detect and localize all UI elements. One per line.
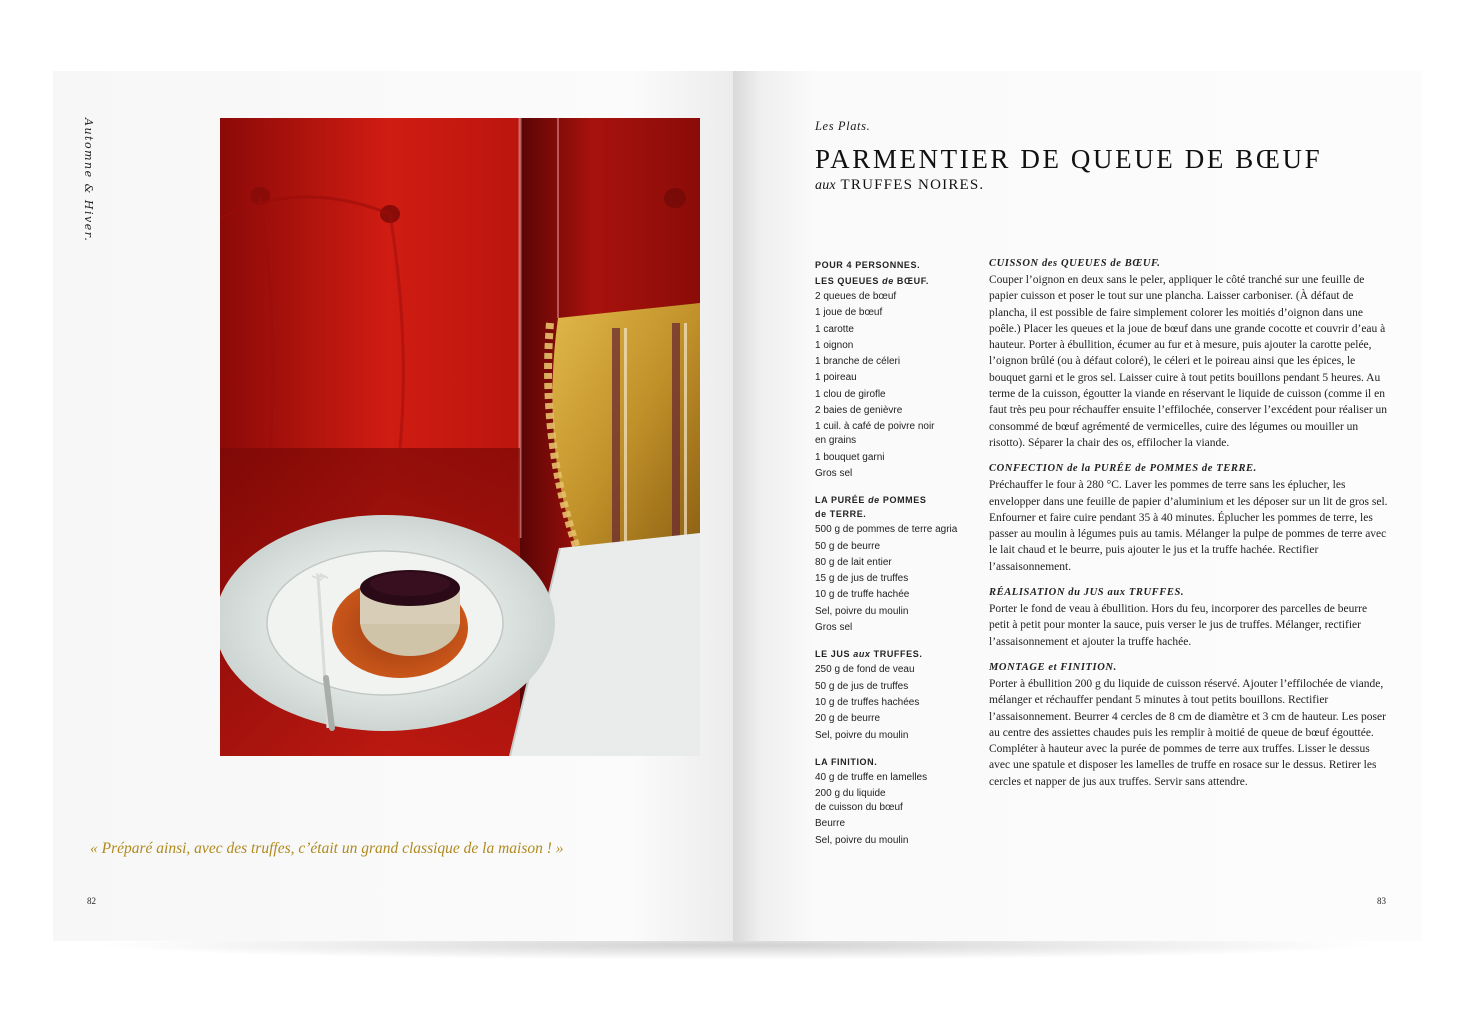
ingredient-item: 1 cuil. à café de poivre noir en grains [815,421,935,447]
heading-part: BŒUF. [893,276,929,286]
ingredient-item: 40 g de truffe en lamelles [815,771,928,783]
step-text: Porter à ébullition 200 g du liquide de cuisson réservé. Ajouter l’effilochée de viande, mélanger et réchauffer pendant 5 minutes à tout petits bouillons. Rectifier l’assaisonnement. Beurrer 4 cercles de 8 cm de diamètre et 3 cm de hauteur. Les poser au centre des assiettes chaudes puis les remplir à moitié de queue de bœuf égouttée. Compléter à hauteur avec la purée de pommes de terre aux truffes. Lisser le dessus avec une spatule et disposer les lamelles de truffe en rosace sur le dessus. Retirer les cercles et napper de jus aux truffes. Servir sans attendre. [989,677,1386,788]
ingredient-item: 50 g de beurre [815,540,881,552]
subtitle-rest: TRUFFES NOIRES. [840,177,985,193]
ingredient-item: 1 poireau [815,372,857,384]
heading-part: LE JUS [815,649,854,660]
ingredient-item: 1 bouquet garni [815,451,885,463]
ingredient-item: Sel, poivre du moulin [815,729,909,741]
step-heading: CONFECTION de la PURÉE de POMMES de TERRE. [989,463,1257,475]
heading-part: POMMES de TERRE. [815,495,927,520]
heading-part: LA FINITION. [815,756,878,767]
ingredient-group-gap [815,745,985,755]
section-kicker: Les Plats. [815,119,871,133]
ingredient-group-gap [815,637,985,647]
ingredient-item: 80 g de lait entier [815,556,892,568]
ingredient-item: 50 g de jus de truffes [815,680,909,692]
ingredient-item: Beurre [815,818,846,830]
ingredient-item: Sel, poivre du moulin [815,834,909,846]
servings: POUR 4 PERSONNES. [815,260,921,270]
ingredient-item: 1 clou de girofle [815,388,886,400]
step-heading: RÉALISATION du JUS aux TRUFFES. [989,587,1185,599]
heading-part-italic: de [868,495,880,506]
ingredient-item: 15 g de jus de truffes [815,573,909,585]
heading-part-italic: de [882,276,894,286]
ingredient-item: 1 branche de céleri [815,356,901,368]
step-heading: CUISSON des QUEUES de BŒUF. [989,258,1161,269]
subtitle-aux: aux [815,178,836,193]
recipe-subtitle [815,177,984,194]
ingredient-group-gap [815,483,985,493]
step-text: Porter le fond de veau à ébullition. Hors du feu, incorporer des parcelles de beurre petit à petit pour monter la sauce, puis verser le jus de truffes. Mélanger, rectifier l’assaisonnement et ajouter la truffe hachée. [989,603,1368,648]
ingredients-list [815,258,985,850]
ingredient-group-heading [815,755,985,769]
ingredient-item: Gros sel [815,622,853,634]
ingredient-item: 20 g de beurre [815,713,881,725]
heading-part: LES QUEUES [815,276,883,286]
recipe-title: PARMENTIER DE QUEUE DE BŒUF [815,144,1323,174]
ingredient-item: 10 g de truffe hachée [815,589,910,601]
ingredient-item: 200 g du liquide de cuisson du bœuf [815,788,903,814]
running-title: Automne & Hiver. [82,118,95,243]
ingredient-item: 1 joue de bœuf [815,307,883,319]
ingredient-item: 500 g de pommes de terre agria [815,524,958,536]
pull-quote: « Préparé ainsi, avec des truffes, c’était un grand classique de la maison ! » [90,840,564,857]
method-steps [989,256,1389,800]
ingredient-item: 250 g de fond de veau [815,664,915,676]
heading-part: LA PURÉE [815,495,869,506]
ingredient-group-heading [815,493,985,521]
ingredient-item: 2 queues de bœuf [815,291,897,302]
ingredient-item: 2 baies de genièvre [815,405,903,417]
heading-part-italic: aux [853,649,871,660]
ingredient-item: Sel, poivre du moulin [815,605,909,617]
ingredient-item: 1 carotte [815,323,854,335]
ingredient-group-heading [815,647,985,661]
ingredient-item: 1 oignon [815,339,854,351]
step-text: Couper l’oignon en deux sans le peler, appliquer le côté tranché sur une feuille de papier cuisson et poser le tout sur une plancha. Laisser carboniser. (À défaut de plancha, il est possible de faire simplement colorer les moitiés d’oignon dans une poêle.) Placer les queues et la joue de bœuf dans une grande cocotte et couvrir d’eau à hauteur. Porter à ébullition, écumer au fur et à mesure, puis ajouter la carotte pelée, l’oignon brûlé (ou à défaut coloré), le céleri et le poireau ainsi que les épices, le bouquet garni et le gros sel. Laisser cuire à tout petits bouillons pendant 5 heures. Au terme de la cuisson, égoutter la viande en réservant le liquide de cuisson (comme il en faut très peu pour réchauffer ensuite l’effilochée, conserver l’excédent pour réaliser un consommé de bœuf agrémenté de vermicelles, cuire des légumes ou mouiller un risotto). Séparer la chair des os, effilocher la viande. [989,274,1388,449]
dish-photo [220,118,700,756]
ingredient-item: 10 g de truffes hachées [815,696,920,708]
ingredient-group-heading [815,274,985,288]
step-heading: MONTAGE et FINITION. [989,661,1117,673]
page-number-left: 82 [87,896,96,906]
page-number-right: 83 [1377,896,1386,906]
heading-part: TRUFFES. [870,649,923,660]
ingredient-item: Gros sel [815,467,853,479]
step-text: Préchauffer le four à 280 °C. Laver les pommes de terre sans les éplucher, les envelopper dans une feuille de papier d’aluminium et les déposer sur un lit de gros sel. Enfourner et faire cuire pendant 35 à 40 minutes. Éplucher les pommes de terre, les passer au moulin à légumes puis au tamis. Mélanger la pulpe de pommes de terre avec le lait chaud et le beurre, puis ajouter le jus et la truffe hachée. Rectifier l’assaisonnement. [989,479,1388,573]
